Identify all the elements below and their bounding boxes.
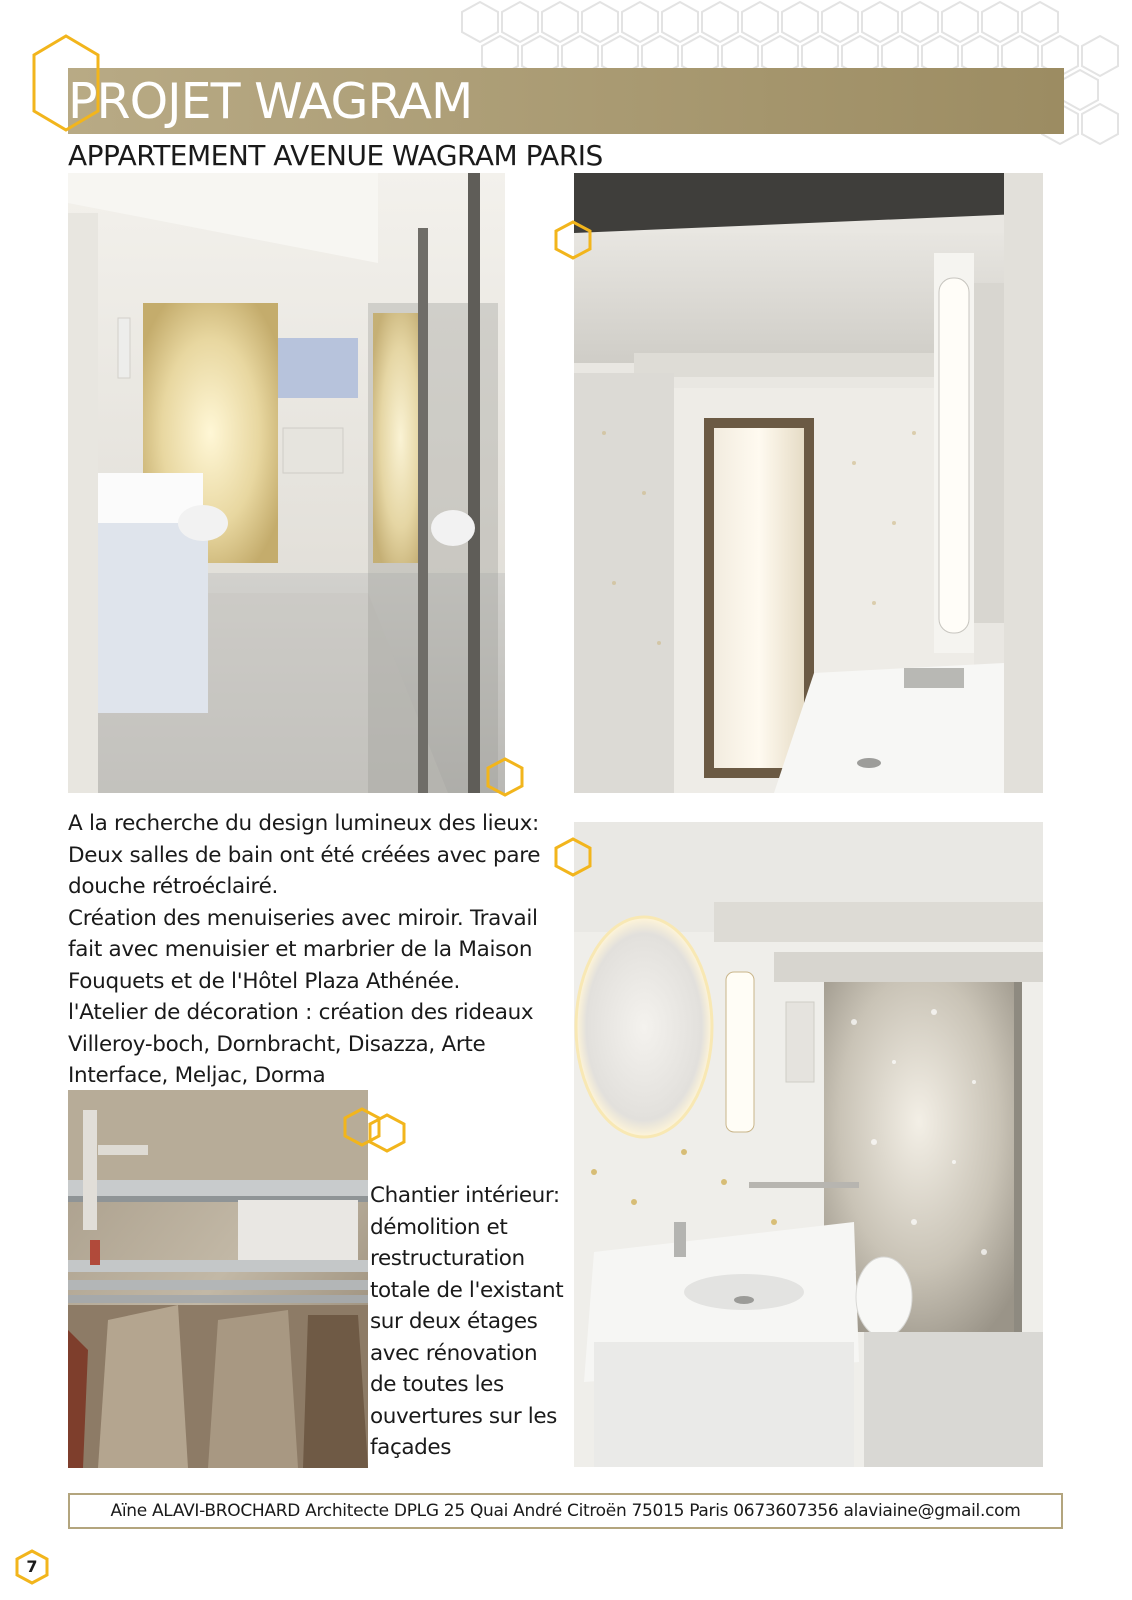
- footer-divider: [68, 1493, 1063, 1495]
- chantier-line: de toutes les: [370, 1372, 504, 1397]
- photo-bathroom-lamp: [574, 173, 1043, 793]
- photo-construction-site: [68, 1090, 368, 1468]
- description-line: A la recherche du design lumineux des lieux:: [68, 811, 539, 836]
- chantier-line: façades: [370, 1435, 452, 1460]
- description-line: Deux salles de bain ont été créées avec pare: [68, 842, 541, 868]
- chantier-line: restructuration: [370, 1246, 525, 1271]
- description-line: l'Atelier de décoration : création des rideaux: [68, 1000, 534, 1025]
- hexagon-pair-icon: [342, 1107, 412, 1153]
- footer-contact: Aïne ALAVI-BROCHARD Architecte DPLG 25 Quai André Citroën 75015 Paris 0673607356 alaviaine@gmail.com: [110, 1501, 1021, 1521]
- chantier-line: Chantier intérieur:: [370, 1183, 560, 1208]
- description-line: Interface, Meljac, Dorma: [68, 1063, 326, 1088]
- description-line: Villeroy-boch, Dornbracht, Disazza, Arte: [68, 1031, 486, 1057]
- page-title: PROJET WAGRAM: [68, 73, 473, 130]
- description-line: douche rétroéclairé.: [68, 874, 279, 899]
- hexagon-accent-icon: [553, 220, 593, 260]
- page-number: 7: [26, 1557, 38, 1576]
- photo-bathroom-round-mirror: [574, 822, 1043, 1467]
- project-description: [68, 808, 568, 1092]
- page-subtitle: APPARTEMENT AVENUE WAGRAM PARIS: [68, 139, 603, 172]
- chantier-line: avec rénovation: [370, 1340, 538, 1366]
- chantier-line: ouvertures sur les: [370, 1403, 557, 1429]
- hexagon-accent-icon: [485, 757, 525, 797]
- chantier-line: totale de l'existant: [370, 1277, 564, 1303]
- description-line: fait avec menuisier et marbrier de la Maison: [68, 937, 533, 962]
- photo-bathroom-mirror: [68, 173, 505, 793]
- chantier-line: sur deux étages: [370, 1309, 538, 1334]
- description-line: Création des menuiseries avec miroir. Travail: [68, 905, 538, 931]
- chantier-line: démolition et: [370, 1214, 508, 1240]
- description-line: Fouquets et de l'Hôtel Plaza Athénée.: [68, 968, 461, 994]
- chantier-description: [370, 1180, 575, 1464]
- hexagon-accent-icon: [30, 33, 102, 133]
